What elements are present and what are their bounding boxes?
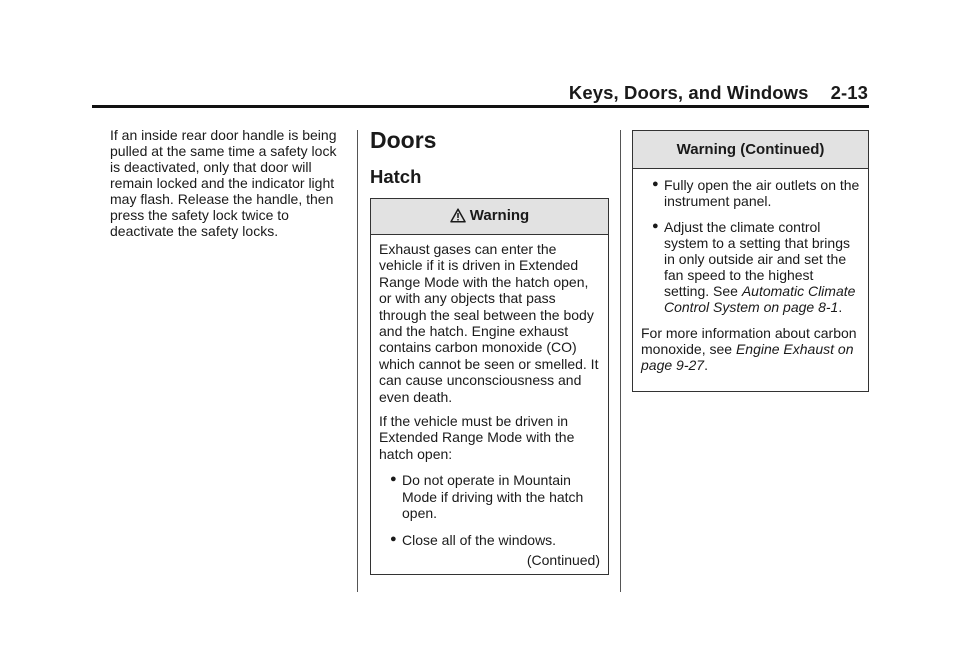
reference-suffix: . <box>704 357 708 373</box>
warning-continued-box <box>632 130 869 392</box>
section-title: Doors <box>370 127 437 153</box>
bullet-icon: ● <box>390 532 397 545</box>
column-divider-right <box>620 130 621 592</box>
list-item <box>641 177 860 209</box>
bullet-icon: ● <box>390 473 397 486</box>
engine-exhaust-reference[interactable]: Engine Exhaust on page 9-27 <box>641 341 854 373</box>
chapter-title: Keys, Doors, and Windows <box>568 82 809 103</box>
warning-heading: Warning (Continued) <box>633 131 868 169</box>
bullet-icon: ● <box>652 220 659 232</box>
continued-label: (Continued) <box>526 551 600 568</box>
more-info-paragraph <box>641 325 860 373</box>
header-rule <box>92 105 869 108</box>
exhaust-paragraph: Exhaust gases can enter the vehicle if it is driven in Extended Range Mode with the hatch open, or with any objects that pass through the seal between the body and the hatch. Engine exhaust contains carbon monoxide (CO) which cannot be seen or smelled. It can cause unconsciousness and even death. <box>379 241 599 405</box>
warning-heading <box>371 199 608 235</box>
more-info-text: For more information about carbon monoxide, see <box>641 325 857 357</box>
safety-lock-paragraph: If an inside rear door handle is being pulled at the same time a safety lock is deactivated, only that door will remain locked and the indicator light may flash. Release the handle, then press the safety lock twice to deactivate the safety locks. <box>110 127 337 239</box>
list-item <box>379 472 600 521</box>
list-item-text: Do not operate in Mountain Mode if driving with the hatch open. <box>402 472 584 522</box>
column-divider-left <box>357 130 358 592</box>
hatch-warning-box <box>370 198 609 575</box>
subsection-title: Hatch <box>370 166 422 187</box>
reference-suffix: . <box>838 299 843 315</box>
extended-range-paragraph: If the vehicle must be driven in Extended Range Mode with the hatch open: <box>379 413 575 462</box>
warning-triangle-icon <box>450 208 466 227</box>
page-number: 2-13 <box>830 82 868 103</box>
bullet-icon: ● <box>652 178 659 190</box>
climate-control-reference[interactable]: Automatic Climate Control System on page 8-1 <box>664 283 856 315</box>
running-header <box>569 82 868 104</box>
list-item-text: Adjust the climate control system to a setting that brings in only outside air and set the fan speed to the highest setting. See <box>664 219 850 299</box>
list-item-text: Fully open the air outlets on the instrument panel. <box>664 177 860 209</box>
list-item <box>641 219 860 315</box>
warning-heading-label: Warning <box>469 207 530 224</box>
warning-body <box>371 235 608 568</box>
list-item-text: Close all of the windows. <box>402 531 557 548</box>
list-item <box>379 532 600 548</box>
warning-body <box>633 169 868 373</box>
